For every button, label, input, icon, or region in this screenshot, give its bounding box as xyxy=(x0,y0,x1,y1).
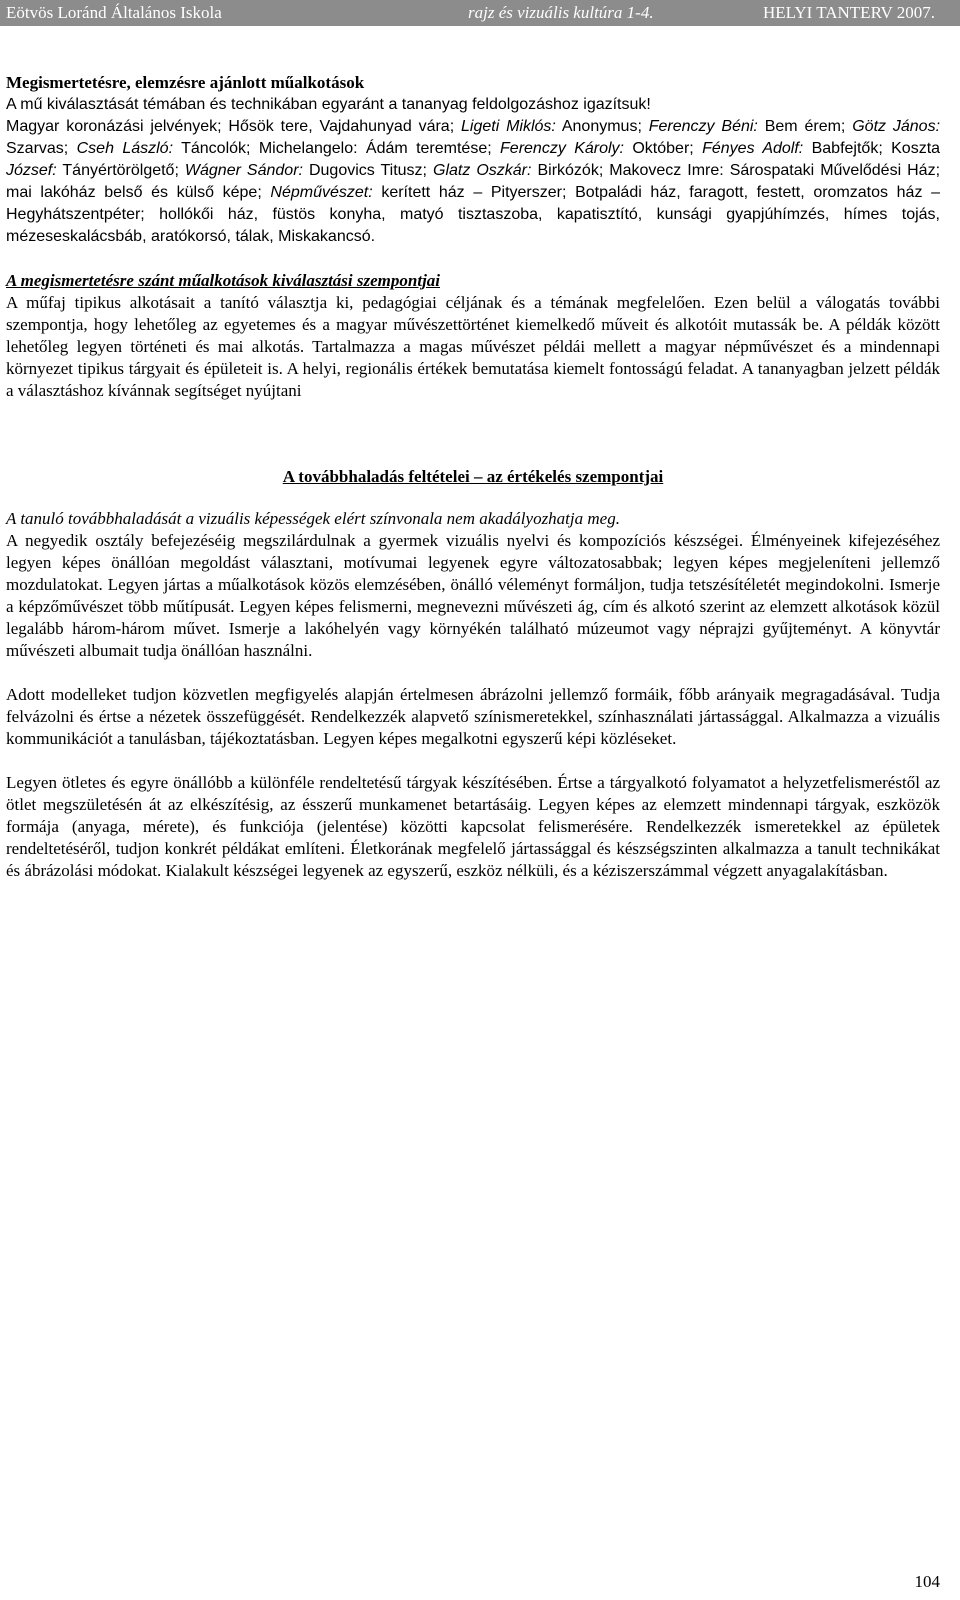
section-title-progression: A továbbhaladás feltételei – az értékelés szempontjai xyxy=(282,467,664,486)
section-title-selection-criteria: A megismertetésre szánt műalkotások kiválasztási szempontjai xyxy=(6,271,441,290)
artworks-intro: A mű kiválasztását témában és technikában egyaránt a tananyag feldolgozáshoz igazítsuk! xyxy=(6,96,651,113)
header-school: Eötvös Loránd Általános Iskola xyxy=(6,3,222,22)
section-title-artworks: Megismertetésre, elemzésre ajánlott műalkotások xyxy=(6,73,365,92)
progression-paragraph-3: Legyen ötletes és egyre önállóbb a különféle rendeltetésű tárgyak készítésében. Értse a tárgyalkotó folyamatot a helyzetfelismeréstől az ötlet megszületésén át az elkészítésig, az ésszerű munkamenet betartásáig. Legyen képes az elemzett mindennapi tárgyak, eszközök formája (anyaga, mérete), és funkciója (jelentése) közötti kapcsolat felismerésére. Rendelkezzék ismeretekkel az épületek rendeltetéséről, tudjon konkrét példákat említeni. Életkorának megfelelő jártassággal és készségszinten alkalmazza a tanult technikákat és ábrázolási módokat. Kialakult készségei legyenek az egyszerű, eszköz nélküli, és a kéziszerszámmal végzett anyagalakításban. xyxy=(6,773,940,880)
progression-intro: A tanuló továbbhaladását a vizuális képességek elért színvonala nem akadályozhatja meg. xyxy=(6,509,620,528)
page-content xyxy=(6,72,940,882)
progression-paragraph-2: Adott modelleket tudjon közvetlen megfigyelés alapján értelmesen ábrázolni jellemző formáik, főbb arányaik megragadásával. Tudja felvázolni és értse a nézetek összefüggését. Rendelkezzék alapvető színismeretekkel, színhasználati jártassággal. Alkalmazza a vizuális kommunikációt a tanulásban, tájékoztatásban. Legyen képes megalkotni egyszerű képi közléseket. xyxy=(6,685,940,748)
header-curriculum: HELYI TANTERV 2007. xyxy=(763,3,936,22)
page-number: 104 xyxy=(914,1572,940,1591)
header-subject: rajz és vizuális kultúra 1-4. xyxy=(468,3,654,22)
progression-paragraph-1: A negyedik osztály befejezéséig megszilárdulnak a gyermek vizuális nyelvi és kompozíciós készségei. Élményeinek kifejezéséhez legyen képes önállóan megoldást választani, motívumai legyenek egyre változatosabbak; legyen képes megjeleníteni jellemző mozdulatokat. Legyen jártas a műalkotások közös elemzésében, önálló véleményt formáljon, tudja tetszésítéletét megindokolni. Ismerje a képzőművészet több műtípusát. Legyen képes felismerni, megnevezni művészeti ág, cím és alkotó szerint az elemzett alkotások közül legalább három-három művet. Ismerje a lakóhelyén vagy környékén található múzeumot vagy néprajzi gyűjteményt. A könyvtár művészeti albumait tudja önállóan használni. xyxy=(6,531,940,660)
artworks-list: Magyar koronázási jelvények; Hősök tere, Vajdahunyad vára; Ligeti Miklós: Anonymus; Ferenczy Béni: Bem érem; Götz János: Szarvas; Cseh László: Táncolók; Michelangelo: Ádám teremtése; Ferenczy Károly: Október; Fényes Adolf: Babfejtők; Koszta József: Tányértörölgető; Wágner Sándor: Dugovics Titusz; Glatz Oszkár: Birkózók; Makovecz Imre: Sárospataki Művelődési Ház; mai lakóház belső és külső képe; Népművészet: kerített ház – Pityerszer; Botpaládi ház, faragott, festett, oromzatos ház – Hegyhátszentpéter; hollókői ház, füstös konyha, matyó tisztaszoba, kapatisztító, kunsági gyapjúhímzés, hímes tojás, mézeseskalácsbáb, aratókorsó, tálak, Miskakancsó. xyxy=(6,118,941,245)
selection-criteria-body: A műfaj tipikus alkotásait a tanító választja ki, pedagógiai céljának és a témának megfelelően. Ezen belül a válogatás további szempontja, hogy lehetőleg az egyetemes és a magyar művészettörténet kiemelkedő műveit és alkotóit mutassák be. A példák között lehetőleg legyen történeti és mai alkotás. Tartalmazza a magas művészet példái mellett a magyar népművészet és a mindennapi környezet tipikus tárgyait és épületeit is. A helyi, regionális értékek bemutatása kiemelt fontosságú feladat. A tananyagban jelzett példák a választáshoz kívánnak segítséget nyújtani xyxy=(6,293,940,400)
page-header xyxy=(0,0,960,26)
